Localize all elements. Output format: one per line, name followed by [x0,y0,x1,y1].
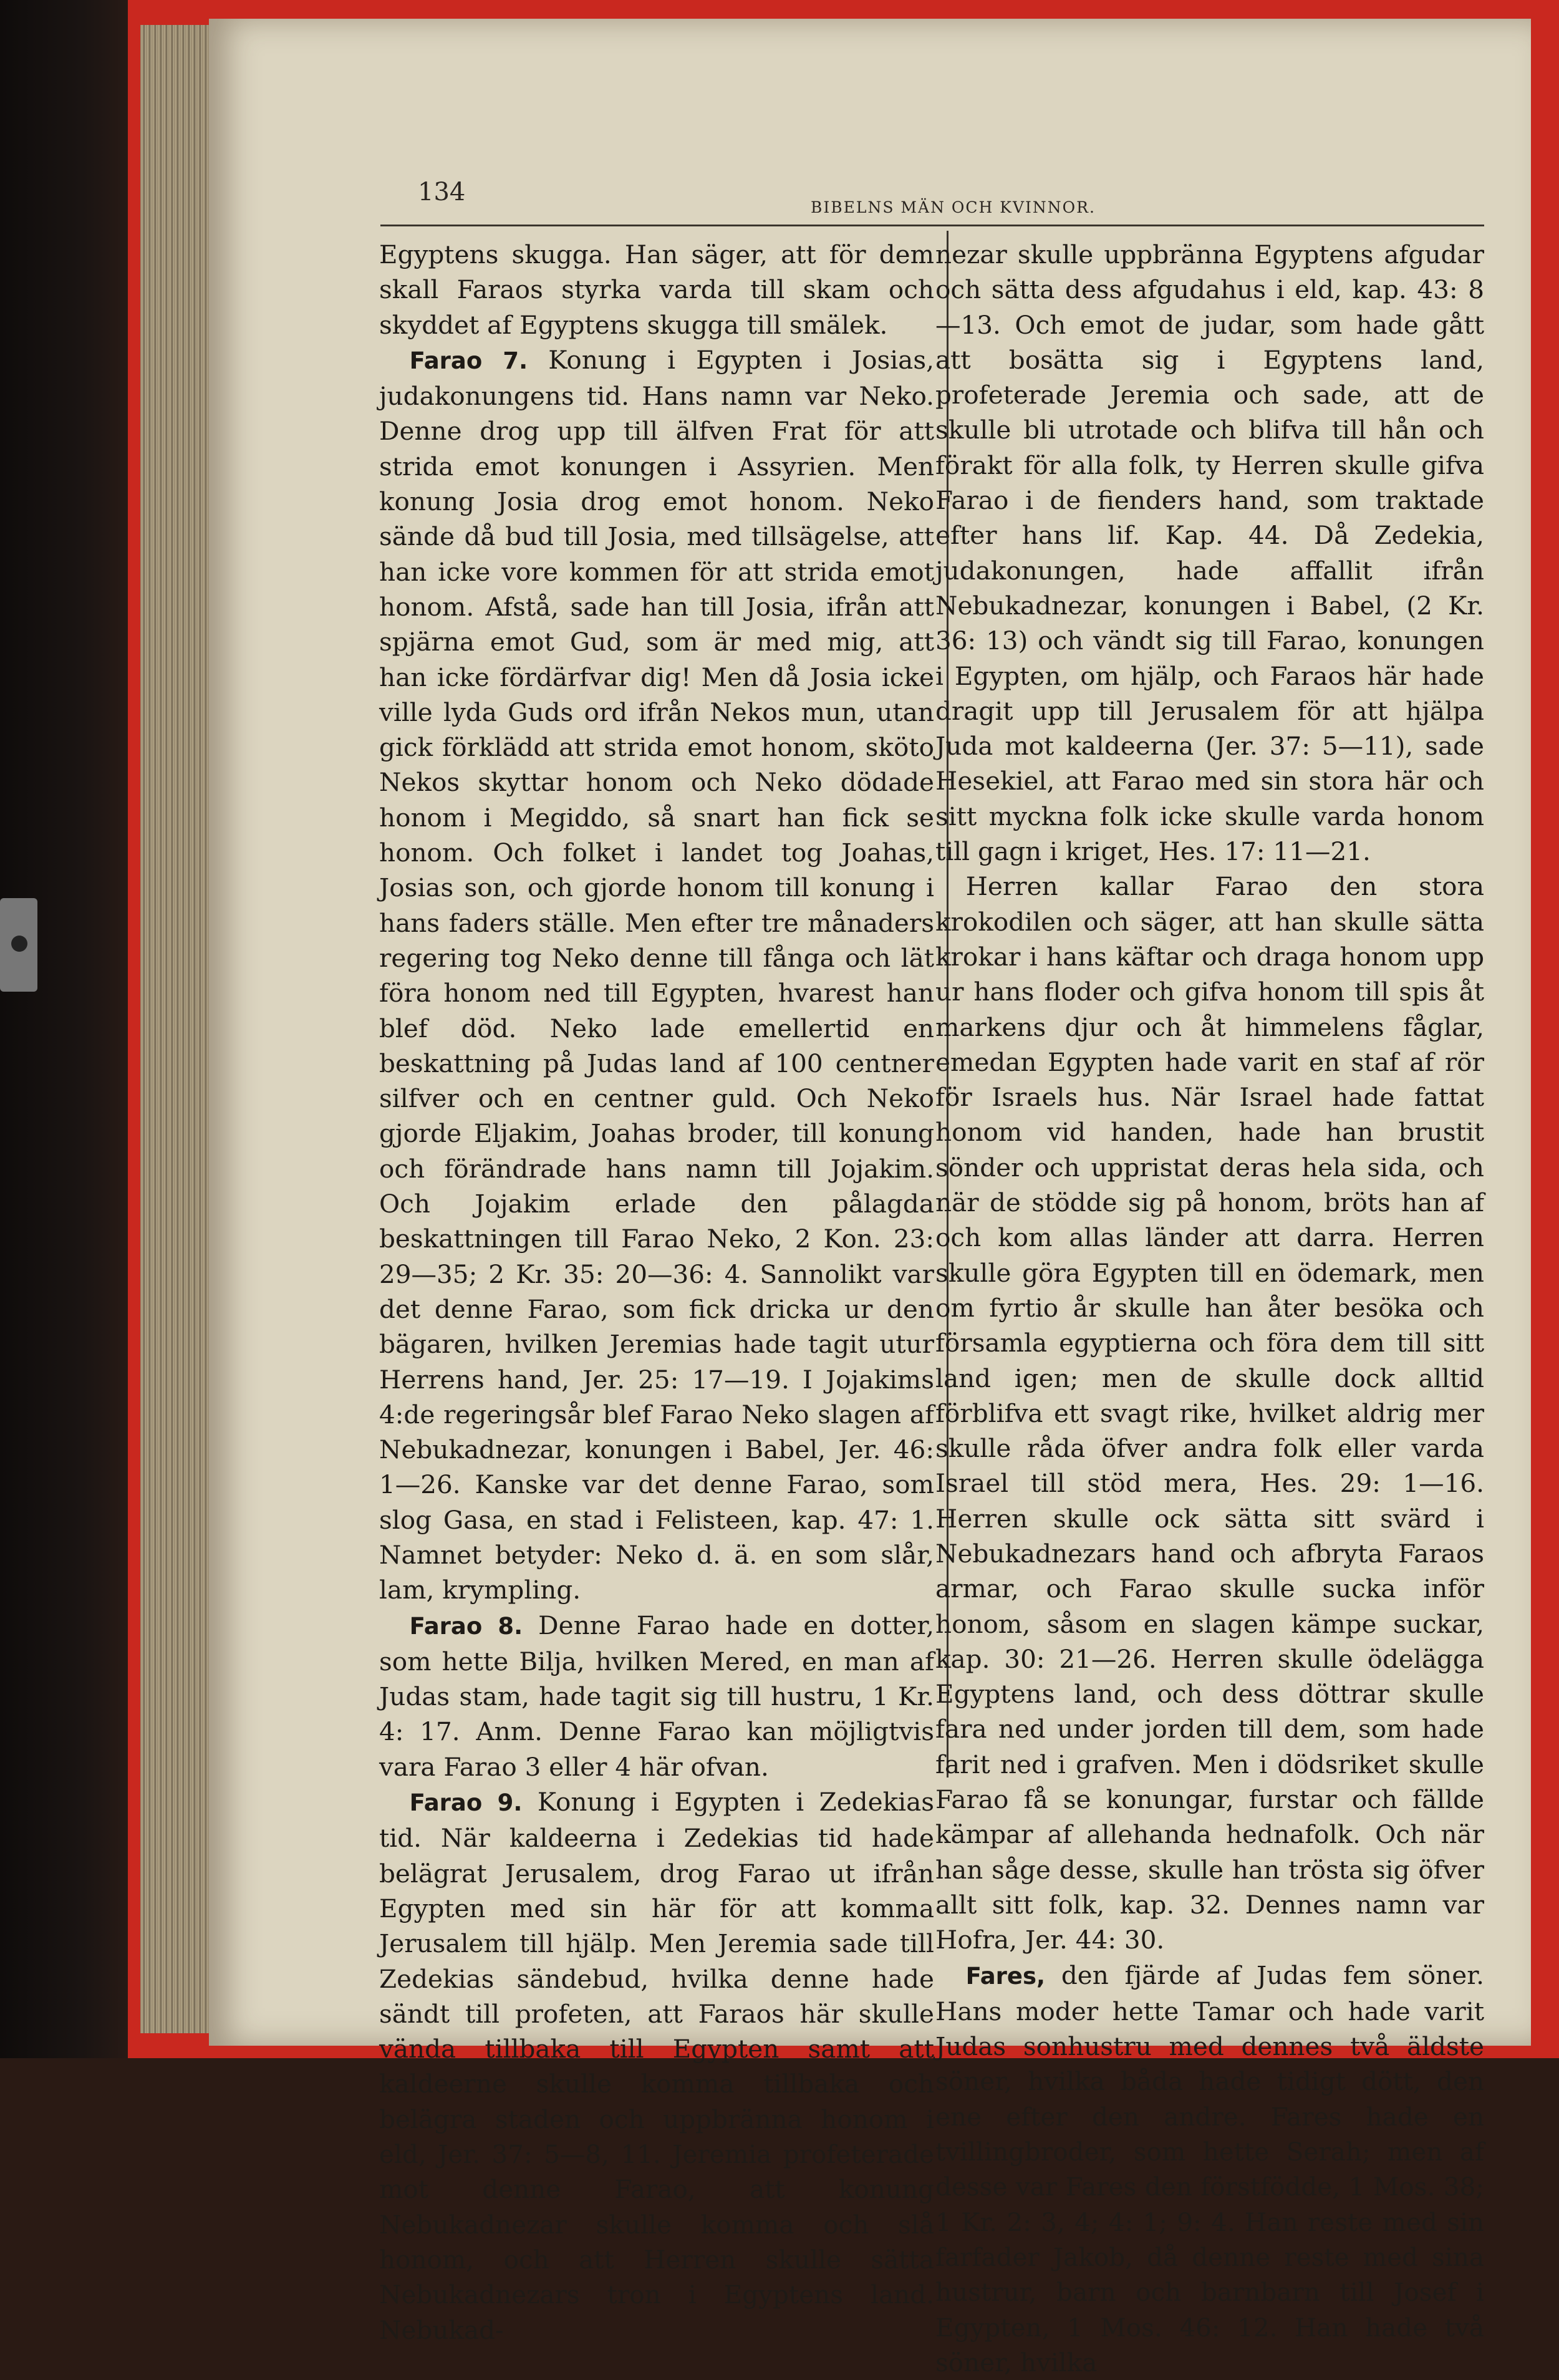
page-edges [140,25,215,2033]
entry-text: Denne Farao hade en dotter, som hette Bilja, hvilken Mered, en man af Judas stam, hade tagit sig till hustru, 1 Kr. 4: 17. Anm. Denne Farao kan möjligtvis vara Farao 3 eller 4 här ofvan. [379,1610,935,1782]
binder-clip [0,898,37,992]
entry-text: Konung i Egypten i Josias, judakonungens tid. Hans namn var Neko. Denne drog upp till älfven Frat för att strida emot konungen i Assyrien. Men konung Josia drog emot honom. Neko sände då bud till Josia, med tillsägelse, att han icke vore kommen för att strida emot honom. Afstå, sade han till Josia, ifrån att spjärna emot Gud, som är med mig, att han icke fördärfvar dig! Men då Josia icke ville lyda Guds ord ifrån Nekos mun, utan gick förklädd att strida emot honom, sköto Nekos skyttar honom och Neko dödade honom i Megiddo, så snart han fick se honom. Och folket i landet tog Joahas, Josias son, och gjorde honom till konung i hans faders ställe. Men efter tre månaders regering tog Neko denne till fånga och lät föra honom ned till Egypten, hvarest han blef död. Neko lade emellertid en beskattning på Judas land af 100 centner silfver och en centner guld. Och Neko gjorde Eljakim, Joahas broder, till konung och förändrade hans namn till Jojakim. Och Jojakim erlade den pålagda beskattningen till Farao Neko, 2 Kon. 23: 29—35; 2 Kr. 35: 20—36: 4. Sannolikt var det denne Farao, som fick dricka ur den bägaren, hvilken Jeremias hade tagit utur Herrens hand, Jer. 25: 17—19. I Jojakims 4:de regeringsår blef Farao Neko slagen af Nebukadnezar, konungen i Babel, Jer. 46: 1—26. Kanske var det denne Farao, som slog Gasa, en stad i Felisteen, kap. 47: 1. Namnet betyder: Neko d. ä. en som slår, lam, krympling. [379,344,934,1605]
entry-heading: Farao 7. [409,347,528,374]
left-column [379,237,934,2348]
scanner-dark-margin [0,0,137,2058]
entry-farao-9 [379,1784,934,2348]
entry-text: den fjärde af Judas fem söner. Hans moder hette Tamar och hade varit Judas sonhustru med dennes två äldste söner, hvilka båda hade tidigt dött, den ene efter den andre. Fares hade en tvillingbroder, som hette Serah; men af desse var Fares den förstfödde, 1 Mos. 38; 1 Kr. 2: 3, 4; 4: 1; 9: 4. Han reste med sin farfader Jakob, då denne reste med sina hustrur, barn och barnbarn till Josef i Egypten, 1 Mos. 46: 12. Han hade två söner, hvilka [935,1960,1484,2378]
entry-heading: Fares, [965,1962,1046,1990]
page-number: 134 [418,178,466,206]
entry-farao-7 [379,342,934,1608]
paragraph-egyptens-skugga: Egyptens skugga. Han säger, att för dem skall Faraos styrka varda till skam och skyddet af Egyptens skugga till smälek. [379,239,934,340]
header-rule [380,225,1484,226]
running-head: BIBELNS MÄN OCH KVINNOR. [811,198,1096,216]
entry-heading: Farao 8. [409,1612,523,1640]
entry-farao-8 [379,1608,934,1784]
entry-heading: Farao 9. [409,1789,523,1817]
entry-fares [935,1958,1484,2380]
paragraph-krokodilen: Herren kallar Farao den stora krokodilen och säger, att han skulle sätta krokar i hans käftar och draga honom upp ur hans floder och gifva honom till spis åt markens djur och åt himmelens fåglar, emedan Egypten hade varit en staf af rör för Israels hus. När Israel hade fattat honom vid handen, hade han brustit sönder och uppristat deras hela sida, och när de stödde sig på honom, bröts han af och kom allas länder att darra. Herren skulle göra Egypten till en ödemark, men om fyrtio år skulle han åter besöka och församla egyptierna och föra dem till sitt land igen; men de skulle dock alltid förblifva ett svagt rike, hvilket aldrig mer skulle råda öfver andra folk eller varda Israel till stöd mera, Hes. 29: 1—16. Herren skulle ock sätta sitt svärd i Nebukadnezars hand och afbryta Faraos armar, och Farao skulle sucka inför honom, såsom en slagen kämpe suckar, kap. 30: 21—26. Herren skulle ödelägga Egyptens land, och dess döttrar skulle fara ned under jorden till dem, som hade farit ned i grafven. Men i dödsriket skulle Farao få se konungar, furstar och fällde kämpar af allehanda hednafolk. Och när han såge desse, skulle han trösta sig öfver allt sitt folk, kap. 32. Dennes namn var Hofra, Jer. 44: 30. [935,871,1484,1955]
paragraph-continuation: nezar skulle uppbränna Egyptens afgudar och sätta dess afgudahus i eld, kap. 43: 8—13. Och emot de judar, som hade gått att bosätta sig i Egyptens land, profeterade Jeremia och sade, att de skulle bli utrotade och blifva till hån och förakt för alla folk, ty Herren skulle gifva Farao i de fienders hand, som traktade efter hans lif. Kap. 44. Då Zedekia, judakonungen, hade affallit ifrån Nebukadnezar, konungen i Babel, (2 Kr. 36: 13) och vändt sig till Farao, konungen i Egypten, om hjälp, och Faraos här hade dragit upp till Jerusalem för att hjälpa Juda mot kaldeerna (Jer. 37: 5—11), sade Hesekiel, att Farao med sin stora här och sitt myckna folk icke skulle varda honom till gagn i kriget, Hes. 17: 11—21. [935,239,1484,867]
right-column [935,237,1484,2380]
entry-text: Konung i Egypten i Zedekias tid. När kaldeerna i Zedekias tid hade belägrat Jerusalem, drog Farao ut ifrån Egypten med sin här för att komma Jerusalem till hjälp. Men Jeremia sade till Zedekias sändebud, hvilka denne hade sändt till profeten, att Faraos här skulle vända tillbaka till Egypten samt att kaldeerne skulle komma tillbaka och belägra staden och uppbränna honom i eld, Jer. 37: 5—8, 11. Jeremia profeterade mot denne Farao, att konung Nebukadnezar skulle komma och slå honom, och att Herren skulle sätta Nebukadnezars tron i Egyptens land. Nebukad- [379,1787,935,2345]
clip-hole [11,936,27,952]
